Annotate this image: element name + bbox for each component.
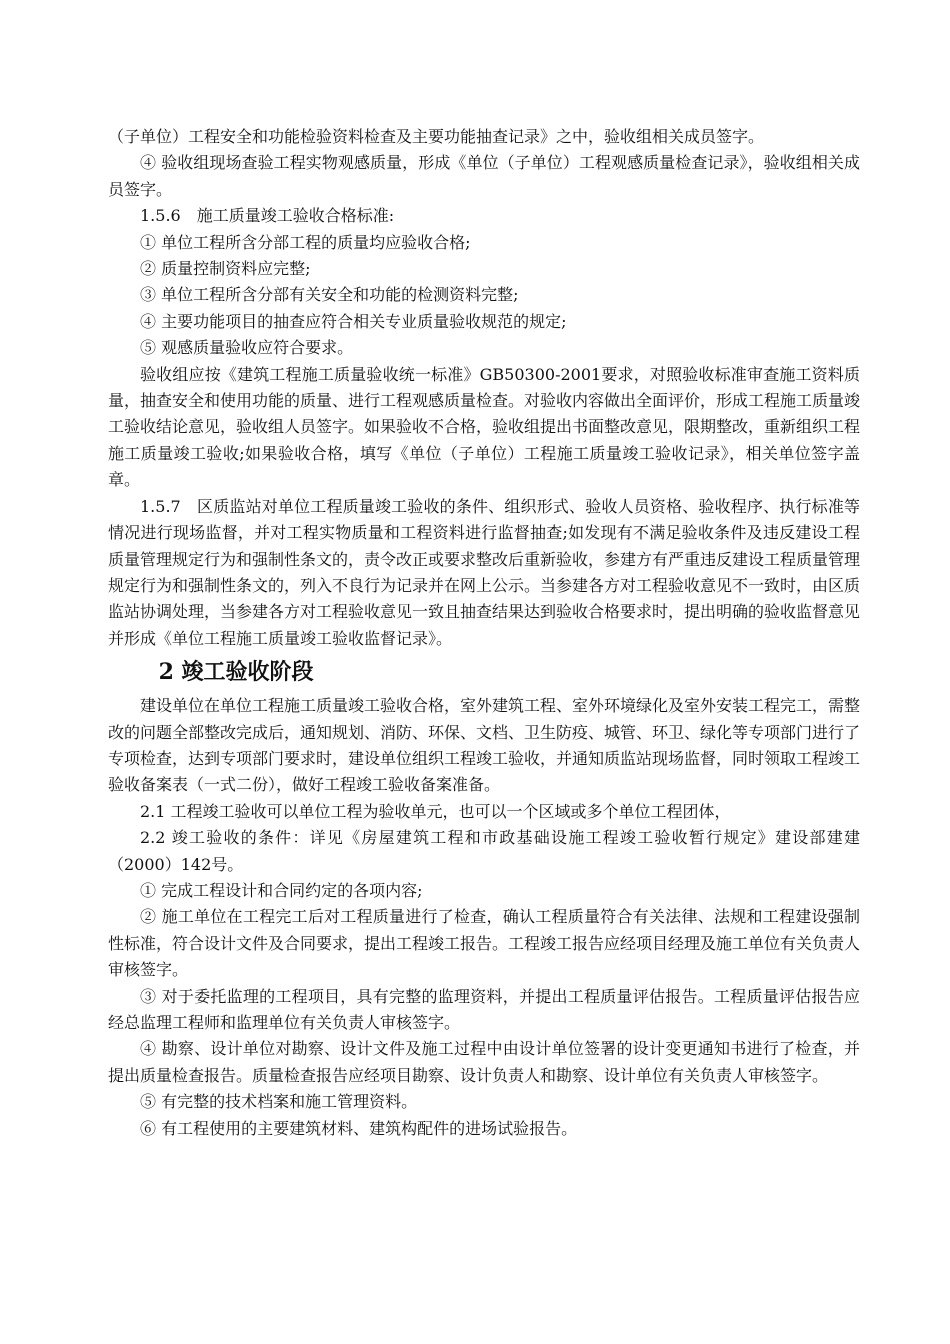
list-item: ④ 主要功能项目的抽查应符合相关专业质量验收规范的规定; [140,311,567,331]
list-item: ② 施工单位在工程完工后对工程质量进行了检查，确认工程质量符合有关法律、法规和工程建设强制性标准，符合设计文件及合同要求，提出工程竣工报告。工程竣工报告应经项目经理及施工单位有关负责人审核签字。 [108,907,861,980]
list-item: ⑤ 有完整的技术档案和施工管理资料。 [140,1092,418,1112]
subsection-title-1-5-6: 1.5.6 施工质量竣工验收合格标准: [140,206,395,226]
paragraph: （子单位）工程安全和功能检验资料检查及主要功能抽查记录》之中，验收组相关成员签字。 [108,127,765,146]
list-item: ① 单位工程所含分部工程的质量均应验收合格; [140,232,471,252]
list-item: ⑥ 有工程使用的主要建筑材料、建筑构配件的进场试验报告。 [140,1118,578,1138]
list-item: ① 完成工程设计和合同约定的各项内容; [140,880,423,900]
list-item: ③ 对于委托监理的工程项目，具有完整的监理资料，并提出工程质量评估报告。工程质量评估报告应经总监理工程师和监理单位有关负责人审核签字。 [108,986,860,1032]
list-item: ③ 单位工程所含分部有关安全和功能的检测资料完整; [140,285,519,305]
list-item: ④ 勘察、设计单位对勘察、设计文件及施工过程中由设计单位签署的设计变更通知书进行了检查，并提出质量检查报告。质量检查报告应经项目勘察、设计负责人和勘察、设计单位有关负责人审核签字。 [108,1039,860,1085]
paragraph: 建设单位在单位工程施工质量竣工验收合格，室外建筑工程、室外环境绿化及室外安装工程完工，需整改的问题全部整改完成后，通知规划、消防、环保、文档、卫生防疫、城管、环卫、绿化等专项部门进行了专项检查，达到专项部门要求时，建设单位组织工程竣工验收，并通知质监站现场监督，同时领取工程竣工验收备案表（一式二份），做好工程竣工验收备案准备。 [108,696,861,795]
paragraph-1-5-7: 1.5.7 区质监站对单位工程质量竣工验收的条件、组织形式、验收人员资格、验收程序、执行标准等情况进行现场监督，并对工程实物质量和工程资料进行监督抽查;如发现有不满足验收条件及违反建设工程质量管理规定行为和强制性条文的，责令改正或要求整改后重新验收，参建方有严重违反建设工程质量管理规定行为和强制性条文的，列入不良行为记录并在网上公示。当参建各方对工程验收意见不一致时，由区质监站协调处理，当参建各方对工程验收意见一致且抽查结果达到验收合格要求时，提出明确的验收监督意见并形成《单位工程施工质量竣工验收监督记录》。 [108,496,861,648]
top-paragraphs [108,124,860,652]
list-item: ⑤ 观感质量验收应符合要求。 [140,338,354,358]
list-item: ② 质量控制资料应完整; [140,259,311,279]
section-heading: 2 竣工验收阶段 [158,659,314,686]
paragraph: ④ 验收组现场查验工程实物观感质量，形成《单位（子单位）工程观感质量检查记录》，验收组相关成员签字。 [108,153,860,199]
paragraph: 验收组应按《建筑工程施工质量验收统一标准》GB50300-2001要求，对照验收标准审查施工资料质量，抽查安全和使用功能的质量、进行工程观感质量检查。对验收内容做出全面评价，形成工程施工质量竣工验收结论意见，验收组人员签字。如果验收不合格，验收组提出书面整改意见，限期整改，重新组织工程施工质量竣工验收;如果验收合格，填写《单位（子单位）工程施工质量竣工验收记录》，相关单位签字盖章。 [108,364,861,490]
paragraph-2-1: 2.1 工程竣工验收可以单位工程为验收单元，也可以一个区域或多个单位工程团体， [140,801,731,821]
document-page [108,124,860,1142]
paragraph-2-2: 2.2 竣工验收的条件：详见《房屋建筑工程和市政基础设施工程竣工验收暂行规定》建设部建建（2000）142号。 [108,828,860,874]
bottom-paragraphs [108,693,860,1142]
